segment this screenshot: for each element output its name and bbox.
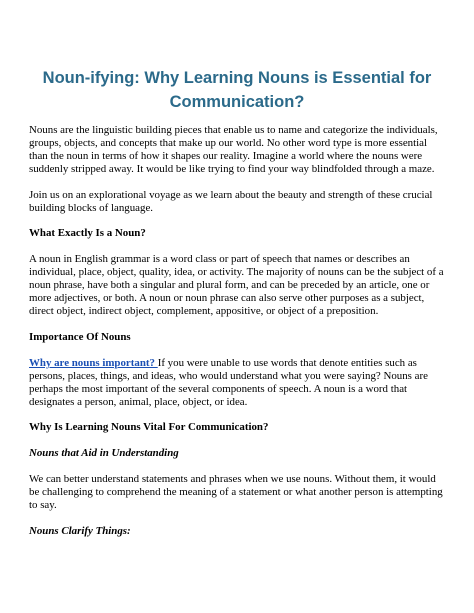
title-line-2: Communication?: [169, 93, 305, 111]
section-heading-importance: Importance Of Nouns: [29, 330, 131, 343]
body-aid-understanding: We can better understand statements and phrases when we use nouns. Without them, it would be challenging to comprehend the meaning of a statement or what another person is attempting to say.: [29, 473, 443, 512]
document-page: [29, 66, 445, 551]
section-heading-why-learning: Why Is Learning Nouns Vital For Communication?: [29, 421, 269, 434]
why-nouns-important-link[interactable]: Why are nouns important?: [29, 356, 158, 369]
intro-paragraph-1: Nouns are the linguistic building pieces that enable us to name and categorize the individuals, groups, objects, and concepts that make up our world. No other word type is more essential than the noun in terms of how it shapes our reality. Imagine a world where the nouns were suddenly stripped away. It would be like trying to find your way blindfolded through a maze.: [29, 124, 438, 175]
title-line-1: Noun-ifying: Why Learning Nouns is Essential for: [42, 69, 432, 87]
subheading-clarify-things: Nouns Clarify Things:: [29, 524, 131, 537]
section-heading-what-is-noun: What Exactly Is a Noun?: [29, 227, 146, 240]
section-body-importance: [29, 357, 445, 409]
intro-paragraph-2: Join us on an explorational voyage as we learn about the beauty and strength of these crucial building blocks of language.: [29, 188, 433, 214]
document-title: [29, 66, 445, 114]
importance-text: If you were unable to use words that denote entities such as persons, places, things, and ideas, who would understand what you were saying? Nouns are perhaps the most important of the several components of speech. A noun is a word that designates a person, animal, place, object, or idea.: [29, 356, 428, 408]
section-body-what-is-noun: A noun in English grammar is a word class or part of speech that names or describes an individual, place, object, quality, idea, or activity. The majority of nouns can be the subject of a noun phrase, have both a singular and plural form, and can be preceded by an article, one or more adjectives, or both. A noun or noun phrase can also serve other purposes as a subject, direct object, indirect object, complement, appositive, or object of a preposition.: [29, 253, 444, 317]
subheading-aid-understanding: Nouns that Aid in Understanding: [29, 447, 179, 460]
